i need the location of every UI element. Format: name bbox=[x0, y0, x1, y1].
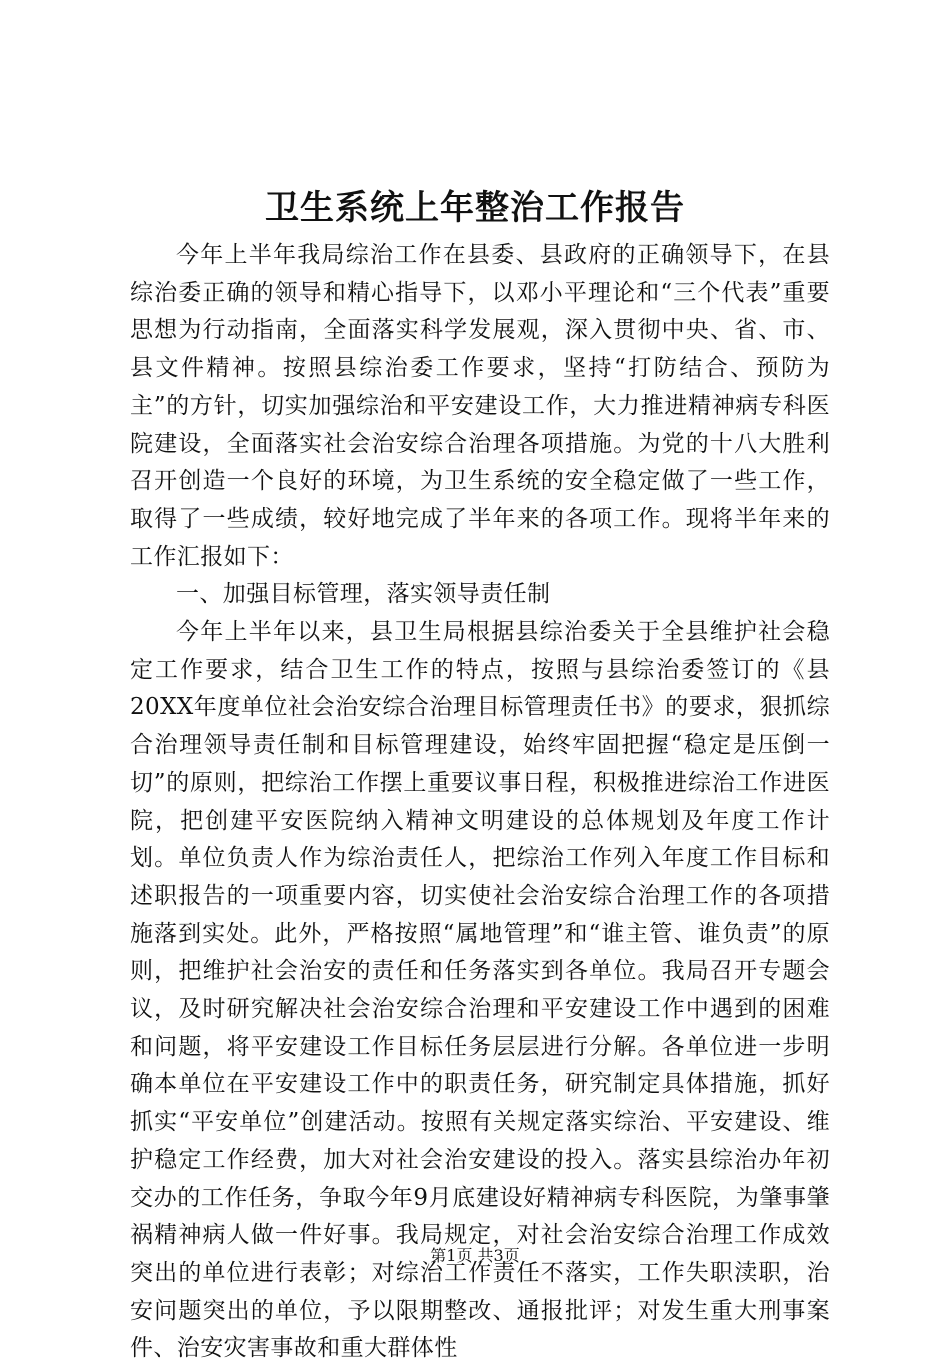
paragraph-intro: 今年上半年我局综治工作在县委、县政府的正确领导下，在县综治委正确的领导和精心指导下，以邓小平理论和“三个代表”重要思想为行动指南，全面落实科学发展观，深入贯彻中央、省、市、县文件精神。按照县综治委工作要求，坚持“打防结合、预防为主”的方针，切实加强综治和平安建设工作，大力推进精神病专科医院建设，全面落实社会治安综合治理各项措施。为党的十八大胜利召开创造一个良好的环境，为卫生系统的安全稳定做了一些工作，取得了一些成绩，较好地完成了半年来的各项工作。现将半年来的工作汇报如下： bbox=[130, 242, 830, 570]
page-number: 第1页 共3页 bbox=[430, 1246, 520, 1265]
document-title: 卫生系统上年整治工作报告 bbox=[265, 188, 685, 228]
section-heading: 一、加强目标管理，落实领导责任制 bbox=[176, 581, 551, 608]
paragraph-section-one: 今年上半年以来，县卫生局根据县综治委关于全县维护社会稳定工作要求，结合卫生工作的特点，按照与县综治委签订的《县20XX年度单位社会治安综合治理目标管理责任书》的要求，狠抓综合治理领导责任制和目标管理建设，始终牢固把握“稳定是压倒一切”的原则，把综治工作摆上重要议事日程，积极推进综治工作进医院，把创建平安医院纳入精神文明建设的总体规划及年度工作计划。单位负责人作为综治责任人，把综治工作列入年度工作目标和述职报告的一项重要内容，切实使社会治安综合治理工作的各项措施落到实处。此外，严格按照“属地管理”和“谁主管、谁负责”的原则，把维护社会治安的责任和任务落实到各单位。我局召开专题会议，及时研究解决社会治安综合治理和平安建设工作中遇到的困难和问题，将平安建设工作目标任务层层进行分解。各单位进一步明确本单位在平安建设工作中的职责任务，研究制定具体措施，抓好抓实“平安单位”创建活动。按照有关规定落实综治、平安建设、维护稳定工作经费，加大对社会治安建设的投入。落实县综治办年初交办的工作任务，争取今年9月底建设好精神病专科医院，为肇事肇祸精神病人做一件好事。我局规定，对社会治安综合治理工作成效突出的单位进行表彰；对综治工作责任不落实，工作失职渎职，治安问题突出的单位，予以限期整改、通报批评；对发生重大刑事案件、治安灾害事故和重大群体性 bbox=[130, 619, 830, 1362]
document-body bbox=[130, 237, 830, 1368]
